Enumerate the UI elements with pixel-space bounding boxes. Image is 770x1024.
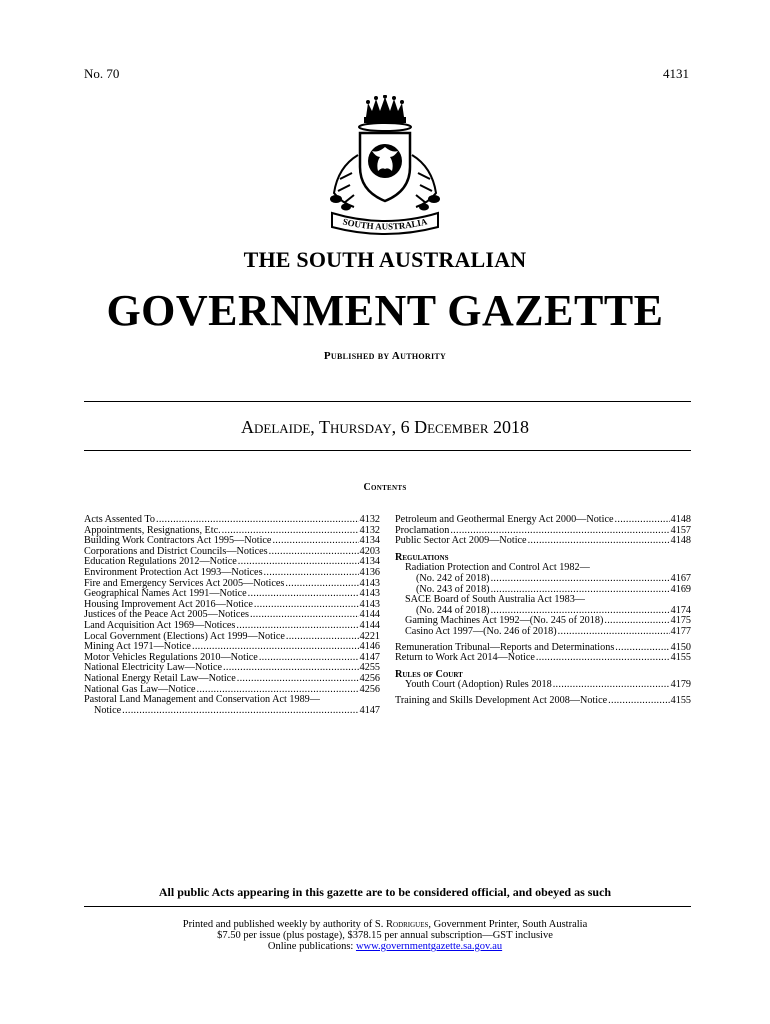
entry-page: 4147 [359, 651, 380, 663]
leader-dots [122, 706, 358, 717]
leader-dots [259, 653, 359, 664]
entry-page: 4221 [359, 630, 380, 642]
entry-title: (No. 244 of 2018) [416, 604, 490, 616]
leader-dots [285, 579, 358, 590]
entry-page: 4134 [359, 556, 380, 568]
leader-dots [264, 568, 359, 579]
leader-dots [223, 663, 359, 674]
entry-title: Environment Protection Act 1993—Notices [84, 566, 263, 578]
entry-title: Motor Vehicles Regulations 2010—Notice [84, 651, 258, 663]
entry-title: Building Work Contractors Act 1995—Notice [84, 535, 272, 547]
contents-entry [395, 627, 691, 638]
contents-heading: Contents [363, 482, 407, 493]
entry-page: 4174 [670, 604, 691, 616]
printer-name: Rodrigues [386, 919, 429, 930]
leader-dots [286, 632, 359, 643]
entry-title: Casino Act 1997—(No. 246 of 2018) [405, 625, 557, 637]
south-australia-coat-of-arms-icon [312, 95, 458, 241]
entry-page: 4143 [359, 588, 380, 600]
entry-title: Return to Work Act 2014—Notice [395, 652, 535, 664]
entry-page: 4143 [359, 598, 380, 610]
contents-entry [395, 536, 691, 547]
entry-page: 4203 [359, 545, 380, 557]
leader-dots [615, 643, 669, 654]
leader-dots [250, 610, 359, 621]
entry-title: Acts Assented To [84, 514, 155, 525]
leader-dots [254, 600, 359, 611]
entry-page: 4155 [670, 694, 691, 706]
divider-bottom [84, 450, 691, 451]
entry-title: (No. 243 of 2018) [416, 583, 490, 595]
leader-dots [558, 627, 670, 638]
contents-section-heading: Regulations [395, 551, 449, 563]
entry-page: 4167 [670, 572, 691, 584]
entry-page: 4256 [359, 672, 380, 684]
contents-section-heading: Rules of Court [395, 668, 463, 680]
entry-title: (No. 242 of 2018) [416, 572, 490, 584]
contents-entry [395, 653, 691, 664]
entry-title: Notice [94, 704, 122, 716]
entry-page: 4147 [359, 704, 380, 716]
entry-page: 4148 [670, 514, 691, 525]
online-line: Online publications: www.governmentgazette.sa.gov.au [267, 941, 503, 952]
entry-page: 4132 [359, 524, 380, 536]
entry-title: Fire and Emergency Services Act 2005—Notices [84, 577, 285, 589]
entry-page: 4143 [359, 577, 380, 589]
leader-dots [272, 536, 358, 547]
contents-entry [84, 621, 380, 632]
leader-dots [156, 515, 359, 526]
gazette-website-link[interactable]: www.governmentgazette.sa.gov.au [355, 941, 503, 952]
contents-entry: SACE Board of South Australia Act 1983— [405, 594, 585, 606]
contents-entry: Pastoral Land Management and Conservation Act 1989— [84, 694, 320, 706]
entry-title: Proclamation [395, 524, 450, 536]
entry-title: Corporations and District Councils—Notices [84, 545, 268, 557]
contents-entry: Radiation Protection and Control Act 1982— [405, 562, 590, 574]
gazette-title: GOVERNMENT GAZETTE [106, 286, 664, 335]
entry-page: 4256 [359, 683, 380, 695]
divider-top [84, 401, 691, 402]
entry-title: Gaming Machines Act 1992—(No. 245 of 2018) [405, 615, 604, 627]
leader-dots [528, 536, 670, 547]
publication-info [0, 919, 770, 952]
printer-line: Printed and published weekly by authority of S. Rodrigues, Government Printer, South Australia [182, 919, 588, 930]
entry-title: Geographical Names Act 1991—Notice [84, 588, 247, 600]
entry-title: Remuneration Tribunal—Reports and Determinations [395, 641, 615, 653]
entry-title: Training and Skills Development Act 2008—Notice [395, 694, 608, 706]
issue-number: No. 70 [84, 66, 120, 81]
entry-title: Mining Act 1971—Notice [84, 641, 191, 653]
entry-title: Justices of the Peace Act 2005—Notices [84, 609, 249, 621]
entry-title: National Electricity Law—Notice [84, 662, 223, 674]
leader-dots [491, 574, 670, 585]
entry-title: Appointments, Resignations, Etc. [84, 524, 221, 536]
entry-page: 4144 [359, 619, 380, 631]
entry-title: National Gas Law—Notice [84, 683, 196, 695]
contents-entry [395, 515, 691, 526]
leader-dots [237, 674, 359, 685]
entry-page: 4150 [670, 641, 691, 653]
entry-page: 4179 [670, 679, 691, 691]
entry-title: Public Sector Act 2009—Notice [395, 535, 527, 547]
official-notice: All public Acts appearing in this gazette are to be considered official, and obeyed as such [158, 885, 612, 899]
leader-dots [553, 680, 670, 691]
entry-page: 4132 [359, 514, 380, 525]
entry-page: 4148 [670, 535, 691, 547]
contents-entry [395, 696, 691, 707]
entry-title: Housing Improvement Act 2016—Notice [84, 598, 253, 610]
entry-page: 4134 [359, 535, 380, 547]
leader-dots [248, 589, 359, 600]
leader-dots [608, 696, 669, 707]
entry-page: 4136 [359, 566, 380, 578]
leader-dots [615, 515, 670, 526]
entry-title: Land Acquisition Act 1969—Notices [84, 619, 236, 631]
entry-page: 4169 [670, 583, 691, 595]
entry-title: Education Regulations 2012—Notice [84, 556, 237, 568]
contents-entry [395, 680, 691, 691]
entry-title: Youth Court (Adoption) Rules 2018 [405, 679, 552, 691]
contents-entry [84, 515, 380, 526]
dateline: Adelaide, Thursday, 6 December 2018 [240, 417, 530, 437]
entry-page: 4255 [359, 662, 380, 674]
contents-entry [84, 568, 380, 579]
leader-dots [536, 653, 670, 664]
entry-page: 4146 [359, 641, 380, 653]
gazette-subtitle: THE SOUTH AUSTRALIAN [243, 247, 527, 272]
contents-right-column [395, 515, 691, 707]
contents-entry [395, 574, 691, 585]
entry-title: Local Government (Elections) Act 1999—Notice [84, 630, 285, 642]
entry-title: Petroleum and Geothermal Energy Act 2000—Notice [395, 514, 614, 525]
divider-footer [84, 906, 691, 907]
entry-page: 4144 [359, 609, 380, 621]
entry-page: 4177 [670, 625, 691, 637]
contents-entry [84, 674, 380, 685]
entry-page: 4155 [670, 652, 691, 664]
published-by-authority: Published by Authority [323, 350, 447, 362]
contents-entry [84, 706, 380, 717]
page-number: 4131 [663, 66, 689, 81]
leader-dots [269, 547, 359, 558]
entry-page: 4175 [670, 615, 691, 627]
entry-page: 4157 [670, 524, 691, 536]
entry-title: National Energy Retail Law—Notice [84, 672, 236, 684]
leader-dots [236, 621, 358, 632]
price-line: $7.50 per issue (plus postage), $378.15 per annual subscription—GST inclusive [217, 930, 553, 941]
crest-scroll-text: SOUTH AUSTRALIA [341, 216, 429, 232]
contents-left-column [84, 515, 380, 716]
leader-dots [604, 616, 669, 627]
